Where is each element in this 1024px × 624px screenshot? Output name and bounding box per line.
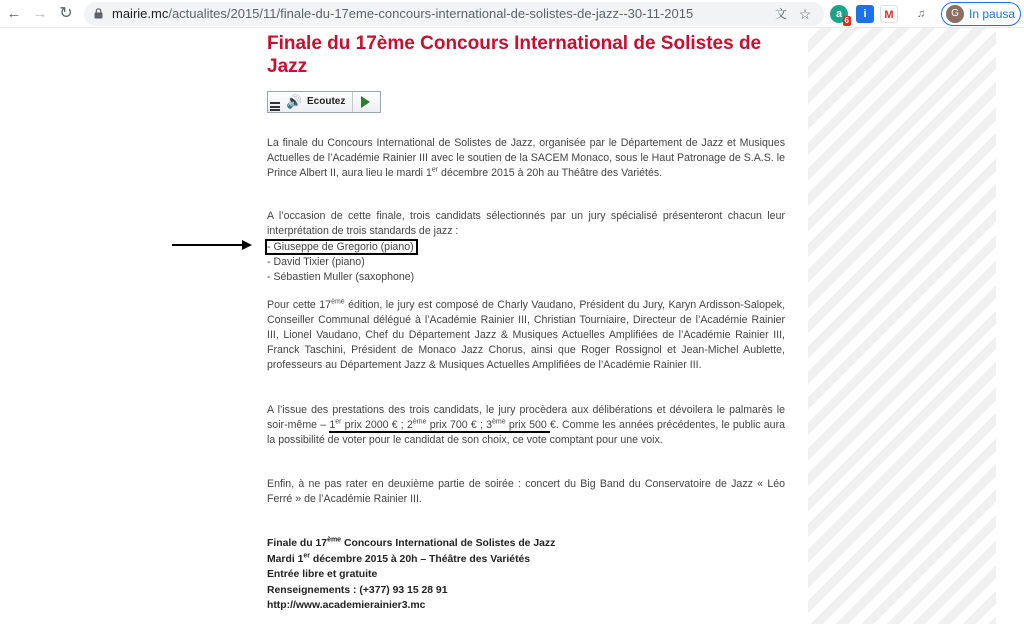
- media-control-icon[interactable]: ♫: [916, 8, 926, 20]
- prizes-underlined: 1er prix 2000 € ; 2ème prix 700 € ; 3ème prix 500: [329, 418, 550, 431]
- listen-button-label[interactable]: Ecoutez: [307, 96, 346, 107]
- profile-status: In pausa: [969, 7, 1016, 21]
- url-text: mairie.mc/actualites/2015/11/finale-du-17eme-concours-international-de-solistes-de-jazz--30-11-2015: [112, 6, 694, 21]
- bookmark-star-icon[interactable]: ☆: [798, 6, 812, 22]
- speaker-icon: 🔊: [286, 94, 303, 109]
- forward-icon[interactable]: →: [32, 5, 48, 22]
- candidate-item: - David Tixier (piano): [267, 256, 365, 268]
- reload-icon[interactable]: ↻: [59, 5, 73, 22]
- translate-icon[interactable]: 文: [774, 7, 787, 21]
- page-title: Finale du 17ème Concours International de Solistes de Jazz: [267, 33, 762, 77]
- player-divider: [352, 92, 353, 112]
- play-icon[interactable]: [361, 96, 370, 108]
- avatar: G: [946, 5, 964, 23]
- profile-button[interactable]: [941, 2, 1021, 26]
- lock-icon: [94, 8, 103, 19]
- event-info: Finale du 17ème Concours International de Solistes de Jazz Mardi 1er décembre 2015 à 20h – Théâtre des Variétés Entrée libre et gratuite Renseignements : (+377) 93 15 28 91 http://www.academierainier3.mc: [267, 536, 555, 614]
- back-icon[interactable]: ←: [6, 5, 22, 22]
- candidate-highlighted: - Giuseppe de Gregorio (piano): [267, 241, 414, 253]
- extension-icon[interactable]: a 6: [830, 5, 848, 23]
- gmail-icon[interactable]: M: [880, 5, 898, 23]
- candidates-paragraph: A l’occasion de cette finale, trois candidats sélectionnés par un jury spécialisé présenteront chacun leur interprétation de trois standards de jazz : - Giuseppe de Gregorio (piano) - David Tixier (piano) - Sébastien Muller (saxophone): [267, 210, 785, 283]
- decorative-stripes: [808, 28, 996, 624]
- annotation-arrow-icon: [172, 239, 252, 251]
- jury-paragraph: Pour cette 17ème édition, le jury est composé de Charly Vaudano, Président du Jury, Karyn Ardisson-Salopek, Conseiller Communal délégué à l’Académie Rainier III, Christian Tourniaire, Directeur de l’Académie Rainier III, Lionel Vaudano, Chef du Département Jazz & Musiques Actuelles Amplifiées de l’Académie Rainier III, Franck Taschini, Président de Monaco Jazz Chorus, ainsi que Roger Rossignol et Jean-Michel Aublette, professeurs au Département Jazz & Musiques Actuelles Amplifiées de l’Académie Rainier III.: [267, 298, 786, 371]
- candidate-item: - Sébastien Muller (saxophone): [267, 271, 415, 283]
- audio-player[interactable]: [267, 91, 381, 113]
- closing-paragraph: Enfin, à ne pas rater en deuxième partie de soirée : concert du Big Band du Conservatoire de Jazz « Léo Ferré » de l’Académie Rainier III.: [267, 478, 785, 505]
- info-extension-icon[interactable]: i: [856, 5, 874, 23]
- website-link[interactable]: http://www.academierainier3.mc: [267, 600, 426, 611]
- player-menu-icon[interactable]: [270, 102, 280, 111]
- intro-paragraph: La finale du Concours International de Solistes de Jazz, organisée par le Département de Jazz et Musiques Actuelles de l’Académie Rainier III avec le soutien de la SACEM Monaco, sous le Haut Patronage de S.A.S. le Prince Albert II, aura lieu le mardi 1er décembre 2015 à 20h au Théâtre des Variétés.: [267, 137, 785, 179]
- address-bar[interactable]: [84, 2, 824, 26]
- prizes-paragraph: A l’issue des prestations des trois candidats, le jury procèdera aux délibérations et dévoilera le palmarès le soir-même – 1er prix 2000 € ; 2ème prix 700 € ; 3ème prix 500 €. Comme les années précédentes, le public aura la possibilité de voter pour le candidat de son choix, ce vote comptant pour une voix.: [267, 404, 785, 446]
- browser-toolbar: [0, 0, 1024, 28]
